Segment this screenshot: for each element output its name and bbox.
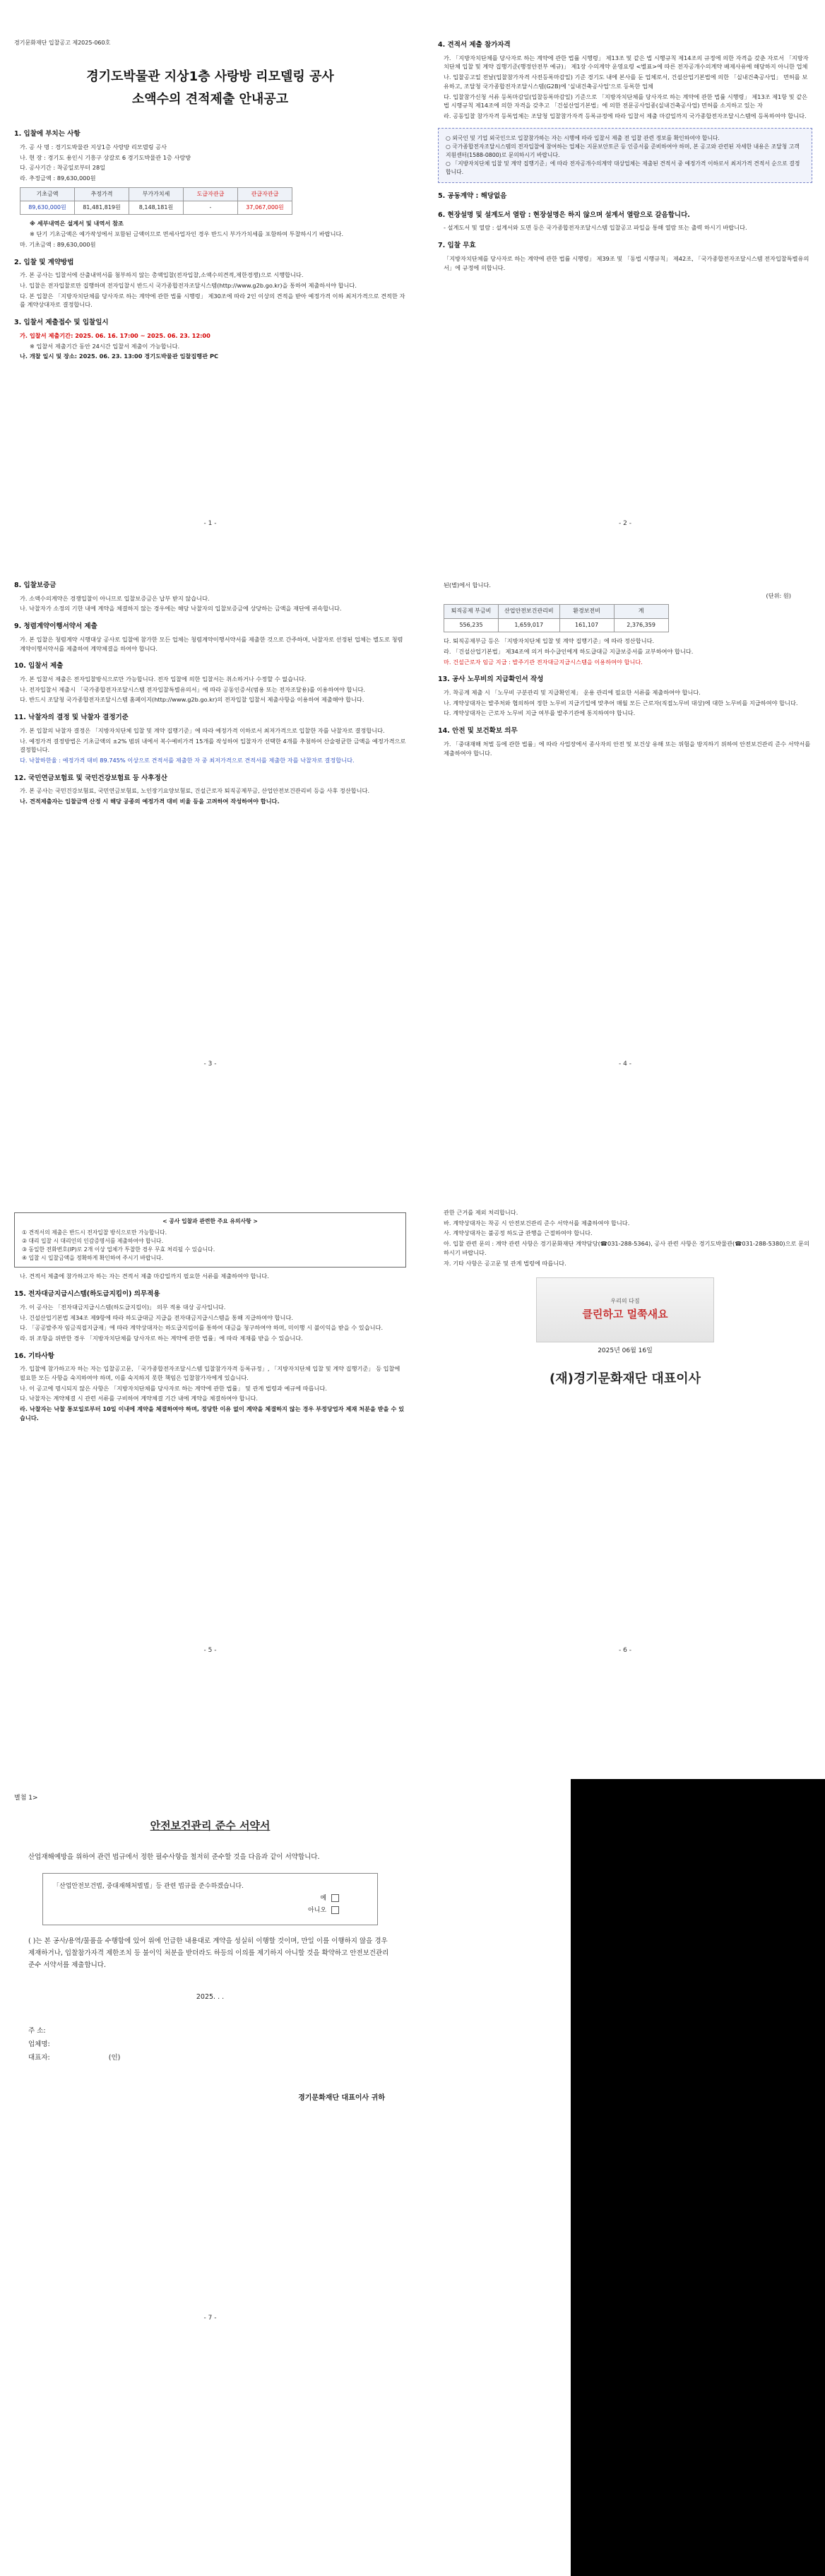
project-name: 가. 공 사 명 : 경기도박물관 지상1층 사랑방 리모델링 공사 — [20, 143, 167, 150]
page-number: - 2 - — [619, 520, 631, 528]
caution-line: ① 견적서의 제출은 반드시 전자입찰 방식으로만 가능합니다. — [22, 1229, 167, 1236]
page-1 — [14, 39, 406, 533]
amount-cell: 89,630,000원 — [20, 201, 75, 215]
form-intro: 산업재해예방을 위하여 관련 법규에서 정한 필수사항을 철저히 준수할 것을 다음과 같이 서약합니다. — [28, 1853, 320, 1862]
paragraph: 나. 건설산업기본법 제34조 제9항에 따라 하도급대금 지급을 전자대금지급시스템을 통해 지급하여야 합니다. — [20, 1313, 293, 1321]
section-16-heading: 16. 기타사항 — [14, 1352, 54, 1360]
page-number: - 3 - — [203, 1060, 217, 1068]
paragraph: 나. 계약상대자는 발주처와 협의하여 정한 노무비 지급기일에 맞추어 매월 모든 근로자(직접노무비 대상)에 대한 노무비를 지급하여야 합니다. — [444, 699, 798, 707]
representative-label: 대표자: — [28, 2053, 50, 2062]
amount-cell: 8,148,181원 — [129, 201, 184, 215]
company-label: 업체명: — [28, 2040, 50, 2048]
paragraph: 다. 퇴직공제부금 등은 「지방자치단체 입찰 및 계약 집행기준」에 따라 정산합니다. — [444, 637, 655, 645]
signature: (재)경기문화재단 대표이사 — [550, 1371, 701, 1387]
paragraph: 나. 전자입찰서 제출시 「국가종합전자조달시스템 전자입찰특별유의서」에 따라 공동인증서(범용 또는 전자조달용)를 이용하여야 합니다. — [20, 685, 365, 693]
pledge-yes-label: 예 — [320, 1895, 327, 1903]
paragraph: - 설계도서 및 열람 : 설계서와 도면 등은 국가종합전자조달시스템 입찰공고 파일을 통해 열람 또는 출력 하시기 바랍니다. — [444, 224, 747, 232]
section-5-heading: 5. 공동계약 : 해당없음 — [438, 192, 507, 201]
estimated-amount: 라. 추정금액 : 89,630,000원 — [20, 175, 96, 182]
cost-table — [444, 604, 669, 632]
paragraph: 나. 이 공고에 명시되지 않은 사항은 「지방자치단체를 당사자로 하는 계약에 관한 법률」 및 관계 법령과 예규에 따릅니다. — [20, 1384, 327, 1392]
paragraph: 가. 이 공사는 「전자대금지급시스템(하도급지킴이)」 의무 적용 대상 공사입니다. — [20, 1303, 226, 1311]
paragraph: 나. 견적제출자는 입찰금액 산정 시 해당 공종의 예정가격 대비 비율 등을 고려하여 작성하여야 합니다. — [20, 798, 280, 805]
no-checkbox[interactable] — [331, 1906, 339, 1914]
paragraph: 가. 본 입찰은 청렴계약 시행대상 공사로 입찰에 참가한 모든 업체는 청렴계약이행서약서를 제출한 것으로 간주하며, 낙찰자로 선정된 업체는 별도로 청렴계약이행서약서를 제출하여 계약체결을 하여야 합니다. — [20, 635, 403, 652]
paragraph: 나. 입찰공고일 전날(입찰참가자격 사전등록마감일) 기준 경기도 내에 본사를 둔 업체로서, 건설산업기본법에 의한 「실내건축공사업」 면허를 보유하고, 조달청 국가종합전자조달시스템(G2B)에 '실내건축공사업'으로 등록한 업체 — [444, 73, 808, 90]
paragraph: 마. 건설근로자 임금 지급 : 발주기관 전자대금지급시스템을 이용하여야 합니다. — [444, 658, 643, 666]
pledge-yes-row — [53, 1893, 339, 1905]
paragraph: 다. 「공공발주자 임금직접지급제」에 따라 계약상대자는 하도급지킴이를 통하여 대금을 청구하여야 하며, 미이행 시 불이익을 받을 수 있습니다. — [20, 1324, 384, 1332]
signer-block — [28, 2024, 392, 2064]
note-line: ※ 단기 기초금액은 예가작성에서 포함된 금액이므로 면세사업자인 경우 반드시 부가가치세를 포함하여 투찰하시기 바랍니다. — [30, 230, 344, 238]
cost-cell: 1,659,017 — [499, 618, 560, 632]
paragraph: 된(별)에서 합니다. — [444, 581, 491, 589]
paragraph: 가. 소액수의계약은 경쟁입찰이 아니므로 입찰보증금은 납부 받지 않습니다. — [20, 594, 210, 602]
paragraph: 가. 「지방자치단체를 당사자로 하는 계약에 관한 법률 시행령」 제13조 및 같은 법 시행규칙 제14조의 규정에 의한 자격을 갖춘 자로서 「지방자치단체 입찰 및 계약 집행기준(행정안전부 예규)」 제1장 수의계약 운영요령 <별표>에 따른 전자공개수의계약 배제사유에 해당하지 아니한 업체 — [444, 54, 809, 71]
title-line-2: 소액수의 견적제출 안내공고 — [131, 92, 289, 107]
amount-table-row — [20, 201, 292, 215]
page-3 — [14, 579, 406, 1074]
cost-header-cell: 환경보전비 — [559, 605, 614, 618]
page-6 — [438, 1208, 812, 1660]
attachment-label: 별첨 1> — [14, 1795, 38, 1802]
caution-line: ② 대리 입찰 시 대리인의 인감증명서를 제출하여야 합니다. — [22, 1238, 164, 1245]
section-7-heading: 7. 입찰 무효 — [438, 242, 476, 250]
caution-box — [14, 1212, 406, 1268]
cost-cell: 556,235 — [444, 618, 499, 632]
amount-header-cell: 기초금액 — [20, 187, 75, 201]
paragraph: 아. 입찰 관련 문의 : 계약 관련 사항은 경기문화재단 계약담당(☎031-288-5364), 공사 관련 사항은 경기도박물관(☎031-288-5380)으로 문의하시기 바랍니다. — [444, 1240, 809, 1256]
notice-line: ○ 국가종합전자조달시스템의 전자입찰에 참여하는 업체는 지문보안토큰 등 인증서를 준비하여야 하며, 본 공고와 관련된 자세한 내용은 조달청 고객지원센터(1588-0800)로 문의하시기 바랍니다. — [446, 143, 800, 158]
paragraph: 관한 근거를 제외 처리합니다. — [444, 1209, 518, 1216]
section-8-heading: 8. 입찰보증금 — [14, 581, 57, 589]
amount-header-cell: 부가가치세 — [129, 187, 184, 201]
note-line: ※ 세부내역은 설계서 및 내역서 참조 — [30, 220, 124, 228]
banner-small-text: 우리의 다짐 — [610, 1298, 640, 1305]
page-number: - 7 - — [203, 2315, 217, 2322]
section-15-heading: 15. 전자대금지급시스템(하도급지킴이) 의무적용 — [14, 1290, 160, 1299]
paragraph: 가. 본 입찰의 낙찰자 결정은 「지방자치단체 입찰 및 계약 집행기준」에 따라 예정가격 이하로서 최저가격으로 입찰한 자를 낙찰자로 결정합니다. — [20, 726, 385, 734]
cost-header-cell: 퇴직공제 부금비 — [444, 605, 499, 618]
page-4 — [438, 579, 812, 1074]
paragraph: 나. 낙찰자가 소정의 기한 내에 계약을 체결하지 않는 경우에는 해당 낙찰자의 입찰보증금에 상당하는 금액을 재단에 귀속합니다. — [20, 605, 342, 613]
section-6-heading: 6. 현장설명 및 설계도서 열람 : 현장설명은 하지 않으며 설계서 열람으로 갈음합니다. — [438, 211, 690, 219]
paragraph: 가. 「중대재해 처벌 등에 관한 법률」에 따라 사업장에서 종사자의 안전 및 보건상 유해 또는 위험을 방지하기 위하여 안전보건관리 준수 서약서를 제출하여야 합니다. — [444, 740, 811, 757]
section-4-heading: 4. 견적서 제출 참가자격 — [438, 41, 511, 49]
caution-line: ④ 입찰 시 입찰금액을 정확하게 확인하여 주시기 바랍니다. — [22, 1255, 164, 1262]
amount-header-cell: 추정가격 — [75, 187, 129, 201]
form-footer: 경기문화재단 대표이사 귀하 — [298, 2093, 385, 2102]
paragraph: 가. 입찰에 참가하고자 하는 자는 입찰공고문, 「국가종합전자조달시스템 입찰참가자격 등록규정」, 「지방자치단체 입찰 및 계약 집행기준」 등 입찰에 필요한 모든 사항을 숙지하여야 하며, 이를 숙지하지 못한 책임은 입찰참가자에게 있습니다. — [20, 1365, 400, 1382]
section-13-heading: 13. 공사 노무비의 지급확인서 작성 — [438, 675, 544, 684]
site-location: 나. 현 장 : 경기도 용인시 기흥구 상갈로 6 경기도박물관 1층 사랑방 — [20, 153, 191, 161]
cost-table-header — [444, 605, 669, 618]
base-amount: 마. 기초금액 : 89,630,000원 — [20, 240, 96, 248]
form-date: 2025. . . — [196, 1992, 225, 2001]
paragraph: 다. 입찰참가신청 서류 등록마감일(입찰등록마감일) 기준으로 「지방자치단체를 당사자로 하는 계약에 관한 법률 시행령」 제13조 제1항 및 같은 법 시행규칙 제14조에 의한 자격을 갖추고 「건설산업기본법」에 의한 전문공사업종(실내건축공사업) 면허를 소지하고 있는 자 — [444, 93, 808, 110]
cost-cell: 161,107 — [559, 618, 614, 632]
title-block — [14, 67, 406, 110]
section-9-heading: 9. 청렴계약이행서약서 제출 — [14, 622, 97, 631]
paragraph: 라. 「건설산업기본법」 제34조에 의거 하수급인에게 하도급대금 지급보증서를 교부하여야 합니다. — [444, 647, 694, 655]
amount-cell: 81,481,819원 — [75, 201, 129, 215]
notice-line: ○ 「지방자치단체 입찰 및 계약 집행기준」에 따라 전자공개수의계약 대상업체는 제출된 견적서 중 예정가격 이하로서 최저가격 견적서 순으로 결정합니다. — [446, 160, 800, 175]
blank-area — [571, 1779, 825, 2576]
address-label: 주 소: — [28, 2026, 46, 2035]
seal-label: (인) — [108, 2053, 121, 2062]
unit-label: (단위: 원) — [766, 591, 791, 599]
page-2 — [438, 39, 812, 533]
page-number: - 4 - — [619, 1060, 631, 1068]
paragraph: 가. 본 공사는 입찰서에 산출내역서를 첨부하지 않는 총액입찰(전자입찰,소액수의견적,제한경쟁)으로 시행합니다. — [20, 271, 304, 279]
paragraph: 라. 낙찰자는 낙찰 통보일로부터 10일 이내에 계약을 체결하여야 하며, 정당한 이유 없이 계약을 체결하지 않는 경우 부정당업자 제재 처분을 받을 수 있습니다. — [20, 1405, 405, 1422]
paragraph: 바. 계약상대자는 착공 시 안전보건관리 준수 서약서를 제출하여야 합니다. — [444, 1219, 630, 1227]
pledge-no-row — [53, 1905, 339, 1917]
construction-period: 다. 공사기간 : 착공일로부터 28일 — [20, 164, 106, 172]
pledge-box — [42, 1873, 378, 1925]
issue-date: 2025년 06월 16일 — [598, 1347, 653, 1355]
section-10-heading: 10. 입찰서 제출 — [14, 662, 64, 670]
note-line: ※ 입찰서 제출기간 동안 24시간 입찰서 제출이 가능합니다. — [30, 342, 180, 350]
paragraph: 가. 착공계 제출 시 「노무비 구분관리 및 지급확인제」 운용 관리에 필요한 서류를 제출하여야 합니다. — [444, 689, 701, 697]
banner-text: 클린하고 멀쭉새요 — [582, 1307, 668, 1321]
paragraph: 다. 계약상대자는 근로자 노무비 지급 여부를 발주기관에 통지하여야 합니다. — [444, 709, 636, 717]
cost-header-cell: 계 — [614, 605, 668, 618]
section-2-heading: 2. 입찰 및 계약방법 — [14, 258, 74, 266]
paragraph: 가. 본 입찰서 제출은 전자입찰방식으로만 가능합니다. 전자 입찰에 의한 입찰서는 취소하거나 수정할 수 없습니다. — [20, 675, 307, 683]
paragraph: 「지방자치단체를 당사자로 하는 계약에 관한 법률 시행령」 제39조 및 「동법 시행규칙」 제42조, 「국가종합전자조달시스템 전자입찰특별유의서」에 규정에 의합니다. — [444, 254, 809, 271]
paragraph: 나. 견적서 제출에 참가하고자 하는 자는 견적서 제출 마감일까지 필요한 서류를 제출하여야 합니다. — [20, 1272, 269, 1280]
page-number: - 5 - — [203, 1647, 217, 1655]
section-1-heading: 1. 입찰에 부치는 사항 — [14, 130, 81, 138]
caution-box-title: < 공사 입찰과 관련한 주요 유의사항 > — [162, 1218, 258, 1224]
form-title: 안전보건관리 준수 서약서 — [150, 1819, 271, 1832]
paragraph: 나. 입찰은 전자입찰로만 집행하며 전자입찰시 반드시 국가종합전자조달시스템(http://www.g2b.go.kr)을 통하여 제출하셔야 합니다. — [20, 282, 357, 290]
pledge-line: 「산업안전보건법, 중대재해처벌법」등 관련 법규를 준수하겠습니다. — [53, 1883, 244, 1891]
yes-checkbox[interactable] — [331, 1894, 339, 1902]
cost-table-row — [444, 618, 669, 632]
cost-cell: 2,376,359 — [614, 618, 668, 632]
paragraph: 다. 낙찰하한율 : 예정가격 대비 89.745% 이상으로 견적서를 제출한 자 중 최저가격으로 견적서를 제출한 자를 낙찰자로 결정합니다. — [20, 756, 355, 764]
amount-table — [20, 187, 292, 215]
amount-cell: - — [184, 201, 238, 215]
opening-datetime: 나. 개찰 일시 및 장소: 2025. 06. 23. 13:00 경기도박물관 입찰집행관 PC — [20, 353, 218, 360]
amount-header-cell: 관급자관급 — [238, 187, 292, 201]
paragraph: 다. 반드시 조달청 국가종합전자조달시스템 홈페이지(http://www.g2b.go.kr)의 전자입찰 입찰서 제출사항을 이용하여 제출해야 합니다. — [20, 696, 364, 704]
amount-cell: 37,067,000원 — [238, 201, 292, 215]
campaign-banner — [536, 1277, 714, 1342]
notice-line: ○ 외국인 및 기업 외국인으로 입찰참가하는 자는 시행에 따라 입찰서 제출 전 입찰 관련 정보를 확인하여야 합니다. — [446, 134, 720, 141]
representative-row — [28, 2051, 392, 2064]
paragraph: 다. 낙찰자는 계약체결 시 관련 서류를 구비하여 계약체결 기간 내에 계약을 체결하여야 합니다. — [20, 1395, 258, 1402]
paragraph: 나. 예정가격 결정방법은 기초금액의 ±2% 범위 내에서 복수예비가격 15개를 작성하여 입찰자가 선택한 4개를 추첨하여 산술평균한 금액을 예정가격으로 결정합니다. — [20, 737, 406, 754]
cost-header-cell: 산업안전보건관리비 — [499, 605, 560, 618]
bid-period: 가. 입찰서 제출기간: 2025. 06. 16. 17:00 ~ 2025. 06. 23. 12:00 — [20, 331, 210, 339]
page-number: - 6 - — [619, 1647, 631, 1655]
notice-box — [438, 128, 812, 183]
paragraph: 라. 위 조항을 위반한 경우 「지방자치단체를 당사자로 하는 계약에 관한 법률」에 따라 제재를 받을 수 있습니다. — [20, 1334, 303, 1342]
section-12-heading: 12. 국민연금보험료 및 국민건강보험료 등 사후정산 — [14, 774, 167, 782]
title-line-1: 경기도박물관 지상1층 사랑방 리모델링 공사 — [86, 69, 334, 85]
section-11-heading: 11. 낙찰자의 결정 및 낙찰자 결정기준 — [14, 714, 129, 722]
pledge-no-label: 아니오 — [308, 1907, 327, 1915]
caution-line: ③ 동일한 전화번호(IP)로 2개 이상 업체가 투찰한 경우 무효 처리될 수 있습니다. — [22, 1246, 215, 1253]
section-3-heading: 3. 입찰서 제출접수 및 입찰일시 — [14, 319, 109, 327]
paragraph: 사. 계약상대자는 불공정 하도급 관행을 근절하여야 합니다. — [444, 1229, 593, 1237]
paragraph: 다. 본 입찰은 「지방자치단체를 당사자로 하는 계약에 관한 법률 시행령」 제30조에 따라 2인 이상의 견적을 받아 예정가격 이하 최저가격으로 견적한 자를 계약상대자로 결정합니다. — [20, 292, 405, 309]
paragraph: 자. 기타 사항은 공고문 및 관계 법령에 따릅니다. — [444, 1259, 566, 1267]
paragraph: 라. 공동입찰 참가자격 등록업체는 조달청 입찰참가자격 등록규정에 따라 입찰서 제출 마감일까지 국가종합전자조달시스템에 등록하여야 합니다. — [444, 112, 807, 119]
page-7 — [14, 1791, 406, 2328]
paragraph: 가. 본 공사는 국민건강보험료, 국민연금보험료, 노인장기요양보험료, 건설근로자 퇴직공제부금, 산업안전보건관리비 등을 사후 정산합니다. — [20, 787, 370, 795]
section-14-heading: 14. 안전 및 보건확보 의무 — [438, 727, 518, 735]
page-number: - 1 - — [203, 520, 217, 528]
doc-code: 경기문화재단 입찰공고 제2025-060호 — [14, 40, 111, 46]
page-5 — [14, 1208, 406, 1660]
amount-table-header — [20, 187, 292, 201]
form-body: ( )는 본 공사/용역/물품을 수행함에 있어 위에 언급한 내용대로 계약을 성실히 이행할 것이며, 만일 이를 이행하지 않을 경우 제재하거나, 입찰참가자격 제한조치 등 불이익 처분을 받더라도 하등의 이의를 제기하지 아니할 것을 확약하고 안전보건관리 준수 서약서를 제출합니다. — [28, 1937, 389, 1969]
amount-header-cell: 도급자관급 — [184, 187, 238, 201]
